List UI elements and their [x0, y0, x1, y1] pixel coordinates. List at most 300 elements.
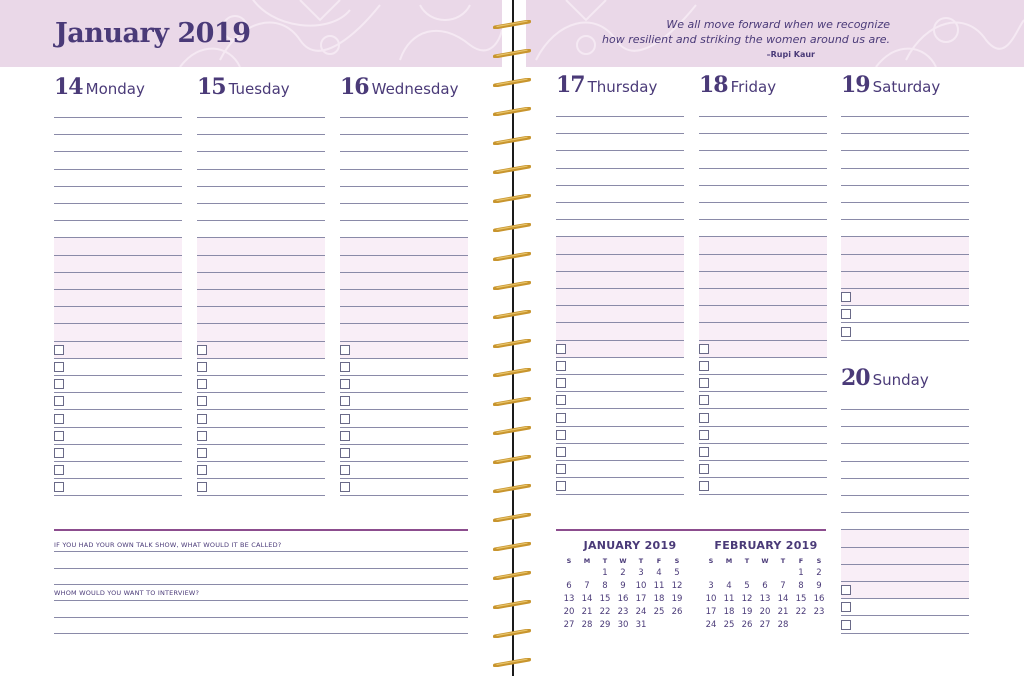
- task-checkbox[interactable]: [841, 620, 851, 630]
- writing-line: [197, 375, 325, 376]
- calendar-day: 4: [726, 581, 732, 591]
- writing-line: [699, 477, 827, 478]
- calendar-day: 26: [741, 620, 753, 630]
- task-checkbox[interactable]: [699, 430, 709, 440]
- weekday-header: S: [816, 557, 822, 565]
- writing-line: [841, 150, 969, 151]
- writing-line: [54, 117, 182, 118]
- writing-line: [841, 271, 969, 272]
- day-name: Thursday: [587, 78, 658, 96]
- writing-line: [556, 305, 684, 306]
- writing-line: [841, 598, 969, 599]
- calendar-day: 5: [674, 568, 680, 578]
- task-checkbox[interactable]: [340, 431, 350, 441]
- writing-line: [340, 427, 468, 428]
- calendar-day: 10: [705, 594, 717, 604]
- quote-line: We all move forward when we recognize: [666, 18, 890, 31]
- writing-line: [54, 478, 182, 479]
- writing-line: [340, 306, 468, 307]
- writing-line: [54, 358, 182, 359]
- calendar-day: 16: [813, 594, 825, 604]
- calendar-day: 20: [563, 607, 575, 617]
- writing-line: [340, 341, 468, 342]
- writing-line: [699, 202, 827, 203]
- calendar-day: 31: [635, 620, 647, 630]
- task-checkbox[interactable]: [197, 379, 207, 389]
- task-checkbox[interactable]: [54, 379, 64, 389]
- writing-line: [841, 305, 969, 306]
- writing-line: [54, 289, 182, 290]
- calendar-day: 28: [777, 620, 789, 630]
- writing-line: [556, 322, 684, 323]
- writing-line: [841, 168, 969, 169]
- writing-line: [54, 409, 182, 410]
- weekday-header: T: [638, 557, 644, 565]
- day-name: Sunday: [872, 371, 929, 389]
- calendar-day: 3: [708, 581, 714, 591]
- writing-line: [197, 289, 325, 290]
- task-checkbox[interactable]: [197, 414, 207, 424]
- task-checkbox[interactable]: [841, 585, 851, 595]
- calendar-day: 2: [620, 568, 626, 578]
- writing-line: [556, 443, 684, 444]
- writing-line: [699, 340, 827, 341]
- task-checkbox[interactable]: [556, 481, 566, 491]
- writing-line: [54, 323, 182, 324]
- task-checkbox[interactable]: [197, 482, 207, 492]
- writing-line: [841, 615, 969, 616]
- writing-line: [54, 203, 182, 204]
- writing-line: [54, 617, 468, 618]
- writing-line: [841, 633, 969, 634]
- writing-line: [54, 151, 182, 152]
- weekday-header: M: [725, 557, 733, 565]
- spiral-ring: [492, 623, 532, 632]
- day-number: 17: [556, 72, 585, 98]
- quote-author: –Rupi Kaur: [766, 50, 815, 59]
- calendar-day: 17: [705, 607, 717, 617]
- writing-line: [699, 219, 827, 220]
- day-name: Friday: [730, 78, 777, 96]
- mini-calendar-february: [702, 555, 828, 632]
- weekday-header: S: [566, 557, 572, 565]
- calendar-day: 14: [777, 594, 789, 604]
- writing-line: [197, 220, 325, 221]
- day-header: [54, 74, 145, 100]
- day-number: 19: [841, 72, 870, 98]
- calendar-day: [810, 619, 828, 632]
- spiral-ring: [492, 130, 532, 139]
- writing-line: [54, 461, 182, 462]
- writing-line: [841, 340, 969, 341]
- writing-line: [556, 219, 684, 220]
- writing-line: [699, 116, 827, 117]
- weekday-header: F: [798, 557, 804, 565]
- task-checkbox[interactable]: [54, 465, 64, 475]
- spiral-ring: [492, 217, 532, 226]
- weekday-header: F: [656, 557, 662, 565]
- writing-line: [556, 254, 684, 255]
- calendar-day: 13: [759, 594, 771, 604]
- task-checkbox[interactable]: [556, 378, 566, 388]
- calendar-day: [560, 567, 578, 580]
- writing-line: [699, 288, 827, 289]
- writing-line: [197, 461, 325, 462]
- writing-line: [699, 254, 827, 255]
- weekday-header: M: [583, 557, 591, 565]
- writing-line: [340, 255, 468, 256]
- task-checkbox[interactable]: [54, 362, 64, 372]
- writing-line: [197, 203, 325, 204]
- writing-line: [841, 564, 969, 565]
- writing-line: [197, 444, 325, 445]
- calendar-day: 11: [653, 581, 665, 591]
- writing-line: [699, 460, 827, 461]
- writing-line: [340, 117, 468, 118]
- writing-line: [340, 151, 468, 152]
- task-checkbox[interactable]: [340, 345, 350, 355]
- calendar-day: 13: [563, 594, 575, 604]
- writing-line: [841, 409, 969, 410]
- calendar-day: [738, 567, 756, 580]
- spiral-ring: [492, 565, 532, 574]
- writing-line: [841, 478, 969, 479]
- spiral-ring: [492, 101, 532, 110]
- day-header: [556, 72, 657, 98]
- writing-line: [699, 494, 827, 495]
- writing-line: [841, 202, 969, 203]
- calendar-day: 15: [795, 594, 807, 604]
- task-checkbox[interactable]: [54, 482, 64, 492]
- weekday-header: T: [780, 557, 786, 565]
- writing-line: [197, 134, 325, 135]
- task-checkbox[interactable]: [841, 602, 851, 612]
- task-checkbox[interactable]: [340, 362, 350, 372]
- writing-line: [54, 341, 182, 342]
- writing-line: [841, 322, 969, 323]
- task-checkbox[interactable]: [197, 448, 207, 458]
- calendar-day: 12: [671, 581, 683, 591]
- day-number: 14: [54, 74, 83, 100]
- writing-line: [556, 168, 684, 169]
- day-number: 18: [699, 72, 728, 98]
- calendar-day: 16: [617, 594, 629, 604]
- writing-line: [699, 443, 827, 444]
- writing-line: [841, 461, 969, 462]
- spiral-ring: [492, 304, 532, 313]
- writing-line: [54, 375, 182, 376]
- writing-line: [54, 427, 182, 428]
- writing-line: [841, 116, 969, 117]
- writing-line: [340, 392, 468, 393]
- task-checkbox[interactable]: [54, 414, 64, 424]
- calendar-day: 21: [581, 607, 593, 617]
- writing-line: [340, 134, 468, 135]
- calendar-day: 15: [599, 594, 611, 604]
- writing-line: [197, 186, 325, 187]
- writing-line: [841, 512, 969, 513]
- writing-line: [54, 186, 182, 187]
- calendar-day: 30: [617, 620, 629, 630]
- calendar-day: 26: [671, 607, 683, 617]
- spiral-ring: [492, 391, 532, 400]
- writing-line: [556, 408, 684, 409]
- calendar-day: 9: [816, 581, 822, 591]
- writing-line: [556, 340, 684, 341]
- calendar-day: 25: [723, 620, 735, 630]
- task-checkbox[interactable]: [556, 344, 566, 354]
- spiral-ring: [492, 449, 532, 458]
- task-checkbox[interactable]: [54, 448, 64, 458]
- weekday-header: W: [619, 557, 627, 565]
- weekday-header: W: [761, 557, 769, 565]
- writing-line: [54, 134, 182, 135]
- spiral-ring: [492, 72, 532, 81]
- spiral-ring: [492, 652, 532, 661]
- writing-line: [556, 202, 684, 203]
- day-header: [340, 74, 458, 100]
- task-checkbox[interactable]: [556, 413, 566, 423]
- task-checkbox[interactable]: [197, 345, 207, 355]
- weekday-header: S: [708, 557, 714, 565]
- day-name: Tuesday: [228, 80, 290, 98]
- calendar-day: 9: [620, 581, 626, 591]
- mini-calendar-title: JANUARY 2019: [583, 539, 677, 552]
- writing-line: [340, 358, 468, 359]
- writing-line: [197, 272, 325, 273]
- prompt-talk-show: IF YOU HAD YOUR OWN TALK SHOW, WHAT WOULD IT BE CALLED?: [54, 541, 282, 549]
- task-checkbox[interactable]: [841, 292, 851, 302]
- writing-line: [699, 236, 827, 237]
- writing-line: [340, 220, 468, 221]
- writing-line: [556, 460, 684, 461]
- writing-line: [340, 409, 468, 410]
- task-checkbox[interactable]: [54, 345, 64, 355]
- task-checkbox[interactable]: [556, 430, 566, 440]
- spiral-ring: [492, 362, 532, 371]
- section-divider: [54, 529, 468, 531]
- writing-line: [699, 426, 827, 427]
- task-checkbox[interactable]: [340, 482, 350, 492]
- writing-line: [54, 444, 182, 445]
- task-checkbox[interactable]: [197, 465, 207, 475]
- writing-line: [699, 357, 827, 358]
- calendar-day: 18: [653, 594, 665, 604]
- calendar-day: 29: [599, 620, 611, 630]
- writing-line: [841, 219, 969, 220]
- day-header: [699, 72, 776, 98]
- calendar-day: 8: [798, 581, 804, 591]
- calendar-day: 10: [635, 581, 647, 591]
- writing-line: [54, 306, 182, 307]
- page-title: January 2019: [55, 18, 251, 49]
- writing-line: [54, 568, 468, 569]
- writing-line: [841, 426, 969, 427]
- task-checkbox[interactable]: [841, 327, 851, 337]
- day-header: [841, 365, 929, 391]
- task-checkbox[interactable]: [556, 395, 566, 405]
- writing-line: [841, 443, 969, 444]
- writing-line: [556, 150, 684, 151]
- writing-line: [340, 237, 468, 238]
- calendar-day: 20: [759, 607, 771, 617]
- writing-line: [54, 600, 468, 601]
- writing-line: [699, 374, 827, 375]
- task-checkbox[interactable]: [340, 396, 350, 406]
- calendar-day: 11: [723, 594, 735, 604]
- calendar-day: 21: [777, 607, 789, 617]
- spiral-ring: [492, 536, 532, 545]
- writing-line: [197, 478, 325, 479]
- calendar-day: 24: [635, 607, 647, 617]
- calendar-day: 23: [813, 607, 825, 617]
- task-checkbox[interactable]: [556, 361, 566, 371]
- writing-line: [699, 391, 827, 392]
- spiral-ring: [492, 507, 532, 516]
- writing-line: [699, 133, 827, 134]
- writing-line: [340, 375, 468, 376]
- prompt-interview: WHOM WOULD YOU WANT TO INTERVIEW?: [54, 589, 200, 597]
- spiral-ring: [492, 333, 532, 342]
- task-checkbox[interactable]: [699, 464, 709, 474]
- calendar-day: 27: [563, 620, 575, 630]
- calendar-day: 22: [599, 607, 611, 617]
- task-checkbox[interactable]: [54, 431, 64, 441]
- writing-line: [197, 392, 325, 393]
- writing-line: [340, 461, 468, 462]
- calendar-day: 12: [741, 594, 753, 604]
- calendar-day: [668, 619, 686, 632]
- quote-text: [560, 17, 890, 47]
- calendar-day: [578, 567, 596, 580]
- writing-line: [556, 374, 684, 375]
- writing-line: [197, 409, 325, 410]
- writing-line: [340, 495, 468, 496]
- writing-line: [54, 392, 182, 393]
- calendar-day: 8: [602, 581, 608, 591]
- writing-line: [340, 478, 468, 479]
- spiral-ring: [492, 275, 532, 284]
- writing-line: [197, 306, 325, 307]
- writing-line: [699, 271, 827, 272]
- writing-line: [54, 169, 182, 170]
- task-checkbox[interactable]: [699, 378, 709, 388]
- writing-line: [841, 236, 969, 237]
- task-checkbox[interactable]: [556, 464, 566, 474]
- task-checkbox[interactable]: [340, 465, 350, 475]
- mini-calendar-title: FEBRUARY 2019: [714, 539, 818, 552]
- task-checkbox[interactable]: [197, 396, 207, 406]
- writing-line: [54, 584, 468, 585]
- writing-line: [556, 357, 684, 358]
- day-number: 15: [197, 74, 226, 100]
- calendar-day: 4: [656, 568, 662, 578]
- calendar-day: 27: [759, 620, 771, 630]
- writing-line: [699, 408, 827, 409]
- task-checkbox[interactable]: [340, 379, 350, 389]
- writing-line: [556, 116, 684, 117]
- writing-line: [841, 133, 969, 134]
- writing-line: [841, 185, 969, 186]
- section-divider: [556, 529, 826, 531]
- writing-line: [556, 391, 684, 392]
- task-checkbox[interactable]: [340, 414, 350, 424]
- writing-line: [340, 203, 468, 204]
- spiral-ring: [492, 478, 532, 487]
- calendar-day: 6: [566, 581, 572, 591]
- calendar-day: 19: [671, 594, 683, 604]
- task-checkbox[interactable]: [841, 309, 851, 319]
- day-name: Monday: [85, 80, 145, 98]
- writing-line: [197, 427, 325, 428]
- writing-line: [556, 133, 684, 134]
- writing-line: [197, 255, 325, 256]
- day-name: Saturday: [872, 78, 941, 96]
- task-checkbox[interactable]: [699, 344, 709, 354]
- writing-line: [699, 305, 827, 306]
- day-number: 16: [340, 74, 369, 100]
- calendar-day: 17: [635, 594, 647, 604]
- calendar-day: 24: [705, 620, 717, 630]
- weekday-header: T: [744, 557, 750, 565]
- writing-line: [54, 272, 182, 273]
- day-name: Wednesday: [371, 80, 459, 98]
- task-checkbox[interactable]: [340, 448, 350, 458]
- task-checkbox[interactable]: [699, 447, 709, 457]
- writing-line: [841, 547, 969, 548]
- calendar-day: 2: [816, 568, 822, 578]
- writing-line: [556, 288, 684, 289]
- calendar-day: 6: [762, 581, 768, 591]
- calendar-day: 3: [638, 568, 644, 578]
- writing-line: [54, 633, 468, 634]
- writing-line: [340, 289, 468, 290]
- calendar-day: 25: [653, 607, 665, 617]
- writing-line: [197, 117, 325, 118]
- spiral-ring: [492, 159, 532, 168]
- writing-line: [197, 358, 325, 359]
- writing-line: [340, 323, 468, 324]
- spiral-ring: [492, 188, 532, 197]
- quote-line: how resilient and striking the women around us are.: [602, 33, 890, 46]
- task-checkbox[interactable]: [197, 362, 207, 372]
- day-header: [197, 74, 290, 100]
- writing-line: [340, 169, 468, 170]
- writing-line: [197, 237, 325, 238]
- writing-line: [556, 494, 684, 495]
- writing-line: [54, 237, 182, 238]
- task-checkbox[interactable]: [54, 396, 64, 406]
- spiral-ring: [492, 420, 532, 429]
- calendar-day: 7: [584, 581, 590, 591]
- calendar-day: [756, 567, 774, 580]
- calendar-day: 7: [780, 581, 786, 591]
- writing-line: [54, 255, 182, 256]
- spiral-ring: [492, 14, 532, 23]
- calendar-day: 14: [581, 594, 593, 604]
- weekday-header: T: [602, 557, 608, 565]
- task-checkbox[interactable]: [197, 431, 207, 441]
- calendar-day: 18: [723, 607, 735, 617]
- task-checkbox[interactable]: [699, 413, 709, 423]
- calendar-day: 22: [795, 607, 807, 617]
- writing-line: [841, 581, 969, 582]
- task-checkbox[interactable]: [699, 395, 709, 405]
- calendar-day: [702, 567, 720, 580]
- task-checkbox[interactable]: [699, 361, 709, 371]
- task-checkbox[interactable]: [556, 447, 566, 457]
- task-checkbox[interactable]: [699, 481, 709, 491]
